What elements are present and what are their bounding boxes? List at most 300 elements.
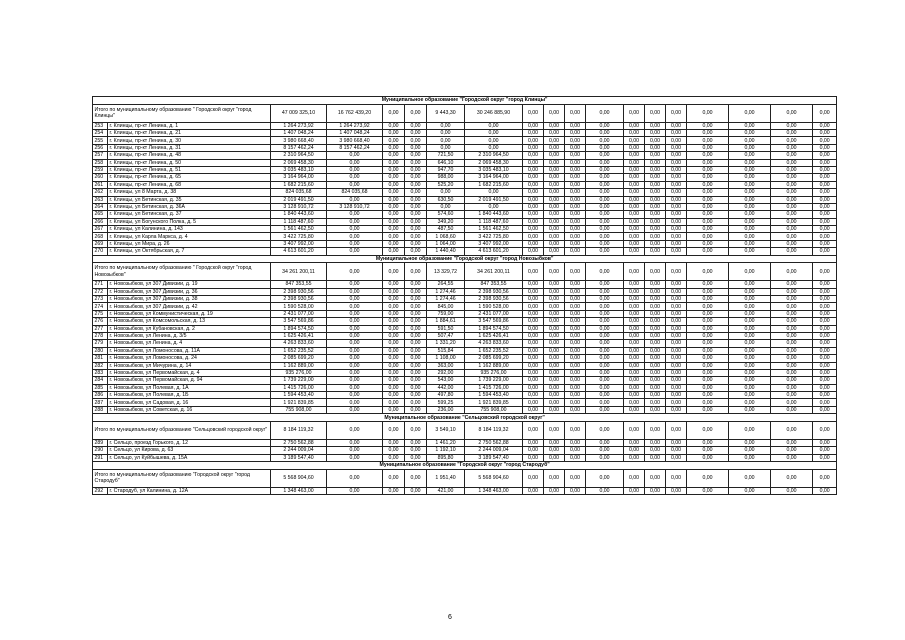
value-cell: 0,00 — [666, 240, 687, 247]
value-cell: 0,00 — [586, 122, 624, 129]
value-cell: 0,00 — [813, 447, 837, 454]
value-cell: 0,00 — [813, 196, 837, 203]
value-cell: 0,00 — [729, 384, 771, 391]
total-cell: 0,00 — [544, 421, 565, 439]
value-cell: 0,00 — [666, 122, 687, 129]
value-cell: 0,00 — [729, 174, 771, 181]
value-cell: 0,00 — [666, 310, 687, 317]
value-cell: 0,00 — [327, 281, 383, 288]
value-cell: 0,00 — [544, 189, 565, 196]
value-cell: 0,00 — [405, 369, 427, 376]
value-cell: 0,00 — [523, 487, 544, 494]
value-cell: 0,00 — [427, 189, 465, 196]
value-cell: 1 348 463,00 — [465, 487, 523, 494]
value-cell: 0,00 — [383, 369, 405, 376]
value-cell: 0,00 — [813, 248, 837, 255]
row-number: 261 — [93, 181, 108, 188]
value-cell: 0,00 — [383, 392, 405, 399]
table-row — [93, 487, 837, 494]
value-cell: 0,00 — [666, 166, 687, 173]
value-cell: 0,00 — [565, 399, 586, 406]
value-cell: 0,00 — [771, 159, 813, 166]
value-cell: 0,00 — [523, 248, 544, 255]
value-cell: 0,00 — [544, 369, 565, 376]
value-cell: 0,00 — [729, 399, 771, 406]
total-cell: 13 329,72 — [427, 263, 465, 281]
value-cell: 3 164 964,00 — [465, 174, 523, 181]
value-cell: 1 348 463,00 — [271, 487, 327, 494]
value-cell: 0,00 — [687, 203, 729, 210]
value-cell: 0,00 — [666, 369, 687, 376]
total-cell: 0,00 — [586, 104, 624, 122]
row-number: 258 — [93, 159, 108, 166]
value-cell: 0,00 — [666, 355, 687, 362]
section-header — [93, 414, 837, 422]
total-cell: 0,00 — [565, 263, 586, 281]
value-cell: 0,00 — [327, 439, 383, 446]
value-cell: 0,00 — [645, 122, 666, 129]
value-cell: 0,00 — [544, 355, 565, 362]
value-cell: 0,00 — [624, 362, 645, 369]
value-cell: 0,00 — [586, 166, 624, 173]
value-cell: 1 162 889,00 — [271, 362, 327, 369]
value-cell: 0,00 — [544, 362, 565, 369]
value-cell: 0,00 — [523, 406, 544, 413]
value-cell: 0,00 — [586, 355, 624, 362]
total-cell: 34 261 200,11 — [271, 263, 327, 281]
row-number: 273 — [93, 296, 108, 303]
value-cell: 0,00 — [544, 226, 565, 233]
row-number: 276 — [93, 318, 108, 325]
value-cell: 0,00 — [586, 189, 624, 196]
value-cell: 3 035 483,10 — [465, 166, 523, 173]
value-cell: 0,00 — [565, 377, 586, 384]
document-sheet — [92, 96, 836, 495]
value-cell: 0,00 — [813, 159, 837, 166]
value-cell: 0,00 — [813, 377, 837, 384]
total-cell: 0,00 — [383, 263, 405, 281]
value-cell: 0,00 — [624, 129, 645, 136]
value-cell: 0,00 — [624, 318, 645, 325]
total-cell: 0,00 — [813, 104, 837, 122]
address-cell: г. Клинцы, пр-кт Ленина, д. 1 — [108, 122, 271, 129]
value-cell: 935 276,00 — [465, 369, 523, 376]
value-cell: 0,00 — [813, 181, 837, 188]
value-cell: 0,00 — [771, 439, 813, 446]
value-cell: 0,00 — [405, 310, 427, 317]
value-cell: 2 069 458,30 — [271, 159, 327, 166]
row-number: 278 — [93, 332, 108, 339]
value-cell: 0,00 — [427, 122, 465, 129]
value-cell: 0,00 — [687, 406, 729, 413]
value-cell: 0,00 — [624, 439, 645, 446]
address-cell: г. Новозыбков, ул Ломоносова, д. 24 — [108, 355, 271, 362]
value-cell: 0,00 — [687, 144, 729, 151]
value-cell: 264,55 — [427, 281, 465, 288]
table-row — [93, 377, 837, 384]
value-cell: 0,00 — [729, 144, 771, 151]
value-cell: 0,00 — [523, 399, 544, 406]
value-cell: 0,00 — [383, 332, 405, 339]
value-cell: 2 750 562,88 — [465, 439, 523, 446]
value-cell: 0,00 — [645, 137, 666, 144]
value-cell: 0,00 — [327, 369, 383, 376]
value-cell: 0,00 — [586, 377, 624, 384]
value-cell: 0,00 — [666, 189, 687, 196]
value-cell: 0,00 — [565, 189, 586, 196]
value-cell: 0,00 — [523, 152, 544, 159]
value-cell: 0,00 — [544, 144, 565, 151]
value-cell: 0,00 — [523, 447, 544, 454]
value-cell: 0,00 — [666, 406, 687, 413]
value-cell: 0,00 — [687, 454, 729, 461]
section-title: Муниципальное образование "Городской округ "город Клинцы" — [93, 97, 837, 105]
value-cell: 0,00 — [771, 226, 813, 233]
value-cell: 935 276,00 — [271, 369, 327, 376]
value-cell: 0,00 — [687, 340, 729, 347]
value-cell: 0,00 — [405, 196, 427, 203]
value-cell: 0,00 — [645, 211, 666, 218]
value-cell: 0,00 — [771, 340, 813, 347]
address-cell: г. Новозыбков, ул Советская, д. 16 — [108, 406, 271, 413]
value-cell: 0,00 — [405, 152, 427, 159]
value-cell: 0,00 — [427, 129, 465, 136]
value-cell: 0,00 — [523, 129, 544, 136]
value-cell: 0,00 — [813, 325, 837, 332]
total-cell: 0,00 — [523, 263, 544, 281]
value-cell: 1 739 229,00 — [465, 377, 523, 384]
value-cell: 0,00 — [523, 384, 544, 391]
value-cell: 0,00 — [624, 399, 645, 406]
row-number: 270 — [93, 248, 108, 255]
value-cell: 0,00 — [327, 196, 383, 203]
value-cell: 0,00 — [405, 303, 427, 310]
value-cell: 1 331,20 — [427, 340, 465, 347]
value-cell: 1 682 215,60 — [465, 181, 523, 188]
value-cell: 0,00 — [586, 144, 624, 151]
total-cell: 0,00 — [771, 421, 813, 439]
total-label: Итого по муниципальному образованию "Городской округ "город Стародуб" — [93, 469, 271, 487]
value-cell: 1 652 235,52 — [465, 347, 523, 354]
value-cell: 507,47 — [427, 332, 465, 339]
value-cell: 3 547 569,86 — [465, 318, 523, 325]
value-cell: 0,00 — [383, 340, 405, 347]
value-cell: 0,00 — [645, 377, 666, 384]
value-cell: 0,00 — [523, 159, 544, 166]
value-cell: 1 407 048,24 — [271, 129, 327, 136]
value-cell: 2 310 964,50 — [465, 152, 523, 159]
value-cell: 1 118 487,60 — [271, 218, 327, 225]
value-cell: 0,00 — [813, 362, 837, 369]
value-cell: 0,00 — [771, 137, 813, 144]
value-cell: 0,00 — [327, 355, 383, 362]
total-cell: 0,00 — [383, 104, 405, 122]
value-cell: 0,00 — [645, 281, 666, 288]
address-cell: г. Клинцы, пр-кт Ленина, д. 21 — [108, 129, 271, 136]
value-cell: 3 128 910,72 — [271, 203, 327, 210]
value-cell: 0,00 — [586, 137, 624, 144]
total-cell: 0,00 — [523, 104, 544, 122]
value-cell: 0,00 — [586, 325, 624, 332]
value-cell: 0,00 — [405, 288, 427, 295]
value-cell: 0,00 — [771, 181, 813, 188]
total-cell: 0,00 — [645, 469, 666, 487]
value-cell: 0,00 — [813, 166, 837, 173]
value-cell: 0,00 — [645, 248, 666, 255]
value-cell: 0,00 — [405, 447, 427, 454]
value-cell: 0,00 — [813, 189, 837, 196]
value-cell: 3 422 725,80 — [271, 233, 327, 240]
value-cell: 0,00 — [383, 406, 405, 413]
value-cell: 0,00 — [624, 281, 645, 288]
value-cell: 0,00 — [645, 240, 666, 247]
value-cell: 0,00 — [666, 384, 687, 391]
value-cell: 0,00 — [813, 487, 837, 494]
value-cell: 1 440,40 — [427, 248, 465, 255]
value-cell: 0,00 — [327, 303, 383, 310]
value-cell: 0,00 — [687, 384, 729, 391]
value-cell: 0,00 — [523, 318, 544, 325]
value-cell: 0,00 — [586, 129, 624, 136]
table-row — [93, 340, 837, 347]
value-cell: 0,00 — [327, 240, 383, 247]
value-cell: 0,00 — [544, 303, 565, 310]
value-cell: 0,00 — [687, 196, 729, 203]
value-cell: 0,00 — [624, 296, 645, 303]
value-cell: 0,00 — [565, 281, 586, 288]
section-title: Муниципальное образование "Городской округ "город Новозыбков" — [93, 255, 837, 263]
address-cell: г. Клинцы, пр-кт Ленина, д. 50 — [108, 159, 271, 166]
value-cell: 0,00 — [405, 362, 427, 369]
value-cell: 0,00 — [729, 166, 771, 173]
table-row — [93, 166, 837, 173]
table-row — [93, 406, 837, 413]
address-cell: г. Новозыбков, ул Ленина, д. 4 — [108, 340, 271, 347]
total-cell: 0,00 — [771, 263, 813, 281]
value-cell: 0,00 — [645, 347, 666, 354]
value-cell: 1 590 528,00 — [271, 303, 327, 310]
value-cell: 0,00 — [523, 181, 544, 188]
value-cell: 0,00 — [327, 362, 383, 369]
value-cell: 0,00 — [523, 211, 544, 218]
value-cell: 0,00 — [645, 226, 666, 233]
value-cell: 0,00 — [327, 310, 383, 317]
total-cell: 0,00 — [666, 263, 687, 281]
row-number: 287 — [93, 399, 108, 406]
value-cell: 0,00 — [624, 240, 645, 247]
value-cell: 0,00 — [405, 203, 427, 210]
value-cell: 2 431 077,00 — [271, 310, 327, 317]
value-cell: 3 547 569,86 — [271, 318, 327, 325]
value-cell: 0,00 — [544, 399, 565, 406]
address-cell: г. Клинцы, ул Богунского Полка, д. 5 — [108, 218, 271, 225]
value-cell: 0,00 — [544, 233, 565, 240]
value-cell: 0,00 — [544, 203, 565, 210]
value-cell: 0,00 — [586, 240, 624, 247]
value-cell: 0,00 — [771, 211, 813, 218]
value-cell: 0,00 — [666, 347, 687, 354]
value-cell: 0,00 — [565, 439, 586, 446]
value-cell: 0,00 — [327, 377, 383, 384]
address-cell: г. Новозыбков, ул 307 Дивизии, д. 38 — [108, 296, 271, 303]
value-cell: 0,00 — [544, 248, 565, 255]
value-cell: 0,00 — [624, 288, 645, 295]
value-cell: 0,00 — [687, 218, 729, 225]
address-cell: г. Новозыбков, ул Полевая, д. 1Б — [108, 392, 271, 399]
value-cell: 988,00 — [427, 174, 465, 181]
value-cell: 0,00 — [624, 355, 645, 362]
value-cell: 0,00 — [383, 144, 405, 151]
value-cell: 0,00 — [771, 325, 813, 332]
value-cell: 3 407 992,00 — [465, 240, 523, 247]
total-cell: 0,00 — [586, 421, 624, 439]
table-row — [93, 248, 837, 255]
value-cell: 0,00 — [327, 487, 383, 494]
value-cell: 0,00 — [565, 122, 586, 129]
row-number: 289 — [93, 439, 108, 446]
value-cell: 0,00 — [666, 399, 687, 406]
value-cell: 0,00 — [729, 152, 771, 159]
value-cell: 0,00 — [544, 137, 565, 144]
value-cell: 0,00 — [687, 137, 729, 144]
value-cell: 0,00 — [624, 340, 645, 347]
value-cell: 421,00 — [427, 487, 465, 494]
value-cell: 0,00 — [523, 174, 544, 181]
value-cell: 0,00 — [327, 174, 383, 181]
value-cell: 599,25 — [427, 399, 465, 406]
value-cell: 0,00 — [565, 226, 586, 233]
address-cell: г. Клинцы, пр-кт Ленина, д. 68 — [108, 181, 271, 188]
value-cell: 2 085 699,20 — [271, 355, 327, 362]
row-number: 259 — [93, 166, 108, 173]
table-row — [93, 159, 837, 166]
value-cell: 0,00 — [565, 288, 586, 295]
section-header — [93, 255, 837, 263]
total-cell: 0,00 — [327, 469, 383, 487]
value-cell: 0,00 — [565, 129, 586, 136]
total-cell: 0,00 — [544, 263, 565, 281]
value-cell: 0,00 — [565, 392, 586, 399]
value-cell: 1 274,46 — [427, 288, 465, 295]
value-cell: 0,00 — [586, 340, 624, 347]
total-cell: 0,00 — [645, 104, 666, 122]
value-cell: 0,00 — [586, 447, 624, 454]
value-cell: 0,00 — [729, 392, 771, 399]
address-cell: г. Клинцы, пр-кт Ленина, д. 65 — [108, 174, 271, 181]
value-cell: 1 625 426,41 — [271, 332, 327, 339]
address-cell: г. Новозыбков, ул Кубановская, д. 2 — [108, 325, 271, 332]
row-number: 283 — [93, 369, 108, 376]
value-cell: 0,00 — [523, 340, 544, 347]
value-cell: 0,00 — [729, 303, 771, 310]
value-cell: 0,00 — [666, 281, 687, 288]
value-cell: 0,00 — [405, 487, 427, 494]
value-cell: 0,00 — [771, 377, 813, 384]
total-cell: 5 568 904,60 — [465, 469, 523, 487]
value-cell: 0,00 — [586, 347, 624, 354]
value-cell: 543,00 — [427, 377, 465, 384]
value-cell: 1 192,10 — [427, 447, 465, 454]
value-cell: 0,00 — [586, 218, 624, 225]
value-cell: 3 164 964,00 — [271, 174, 327, 181]
value-cell: 947,70 — [427, 166, 465, 173]
value-cell: 0,00 — [729, 325, 771, 332]
value-cell: 0,00 — [729, 332, 771, 339]
value-cell: 3 422 725,80 — [465, 233, 523, 240]
value-cell: 824 035,68 — [327, 189, 383, 196]
row-number: 267 — [93, 226, 108, 233]
value-cell: 2 398 930,56 — [271, 296, 327, 303]
value-cell: 0,00 — [666, 318, 687, 325]
address-cell: г. Сельцо, ул Куйбышева, д. 15А — [108, 454, 271, 461]
value-cell: 0,00 — [523, 454, 544, 461]
table-row — [93, 144, 837, 151]
address-cell: г. Клинцы, пр-кт Ленина, д. 51 — [108, 166, 271, 173]
value-cell: 0,00 — [523, 362, 544, 369]
value-cell: 0,00 — [666, 203, 687, 210]
value-cell: 0,00 — [586, 369, 624, 376]
value-cell: 0,00 — [729, 377, 771, 384]
value-cell: 0,00 — [771, 369, 813, 376]
table-row — [93, 362, 837, 369]
value-cell: 0,00 — [813, 218, 837, 225]
table-body — [93, 97, 837, 495]
value-cell: 0,00 — [523, 369, 544, 376]
value-cell: 0,00 — [544, 211, 565, 218]
value-cell: 0,00 — [405, 166, 427, 173]
value-cell: 0,00 — [523, 144, 544, 151]
value-cell: 0,00 — [813, 296, 837, 303]
value-cell: 0,00 — [544, 240, 565, 247]
value-cell: 0,00 — [327, 447, 383, 454]
value-cell: 0,00 — [771, 310, 813, 317]
total-cell: 0,00 — [666, 469, 687, 487]
value-cell: 1 894 574,50 — [465, 325, 523, 332]
value-cell: 0,00 — [645, 392, 666, 399]
value-cell: 0,00 — [565, 233, 586, 240]
table-row — [93, 447, 837, 454]
value-cell: 0,00 — [813, 137, 837, 144]
value-cell: 0,00 — [729, 281, 771, 288]
value-cell: 0,00 — [544, 332, 565, 339]
value-cell: 0,00 — [666, 447, 687, 454]
value-cell: 0,00 — [813, 122, 837, 129]
value-cell: 0,00 — [327, 406, 383, 413]
value-cell: 895,80 — [427, 454, 465, 461]
address-cell: г. Клинцы, ул Калинина, д. 143 — [108, 226, 271, 233]
value-cell: 0,00 — [666, 377, 687, 384]
total-cell: 9 443,30 — [427, 104, 465, 122]
value-cell: 0,00 — [624, 233, 645, 240]
value-cell: 0,00 — [645, 233, 666, 240]
value-cell: 0,00 — [813, 439, 837, 446]
value-cell: 0,00 — [687, 166, 729, 173]
value-cell: 0,00 — [666, 159, 687, 166]
value-cell: 0,00 — [666, 332, 687, 339]
value-cell: 0,00 — [405, 211, 427, 218]
total-cell: 0,00 — [405, 421, 427, 439]
value-cell: 0,00 — [383, 129, 405, 136]
total-cell: 0,00 — [405, 104, 427, 122]
value-cell: 0,00 — [523, 439, 544, 446]
value-cell: 0,00 — [729, 129, 771, 136]
value-cell: 0,00 — [327, 288, 383, 295]
value-cell: 0,00 — [405, 122, 427, 129]
value-cell: 0,00 — [645, 355, 666, 362]
value-cell: 0,00 — [687, 325, 729, 332]
value-cell: 0,00 — [383, 303, 405, 310]
value-cell: 0,00 — [405, 325, 427, 332]
